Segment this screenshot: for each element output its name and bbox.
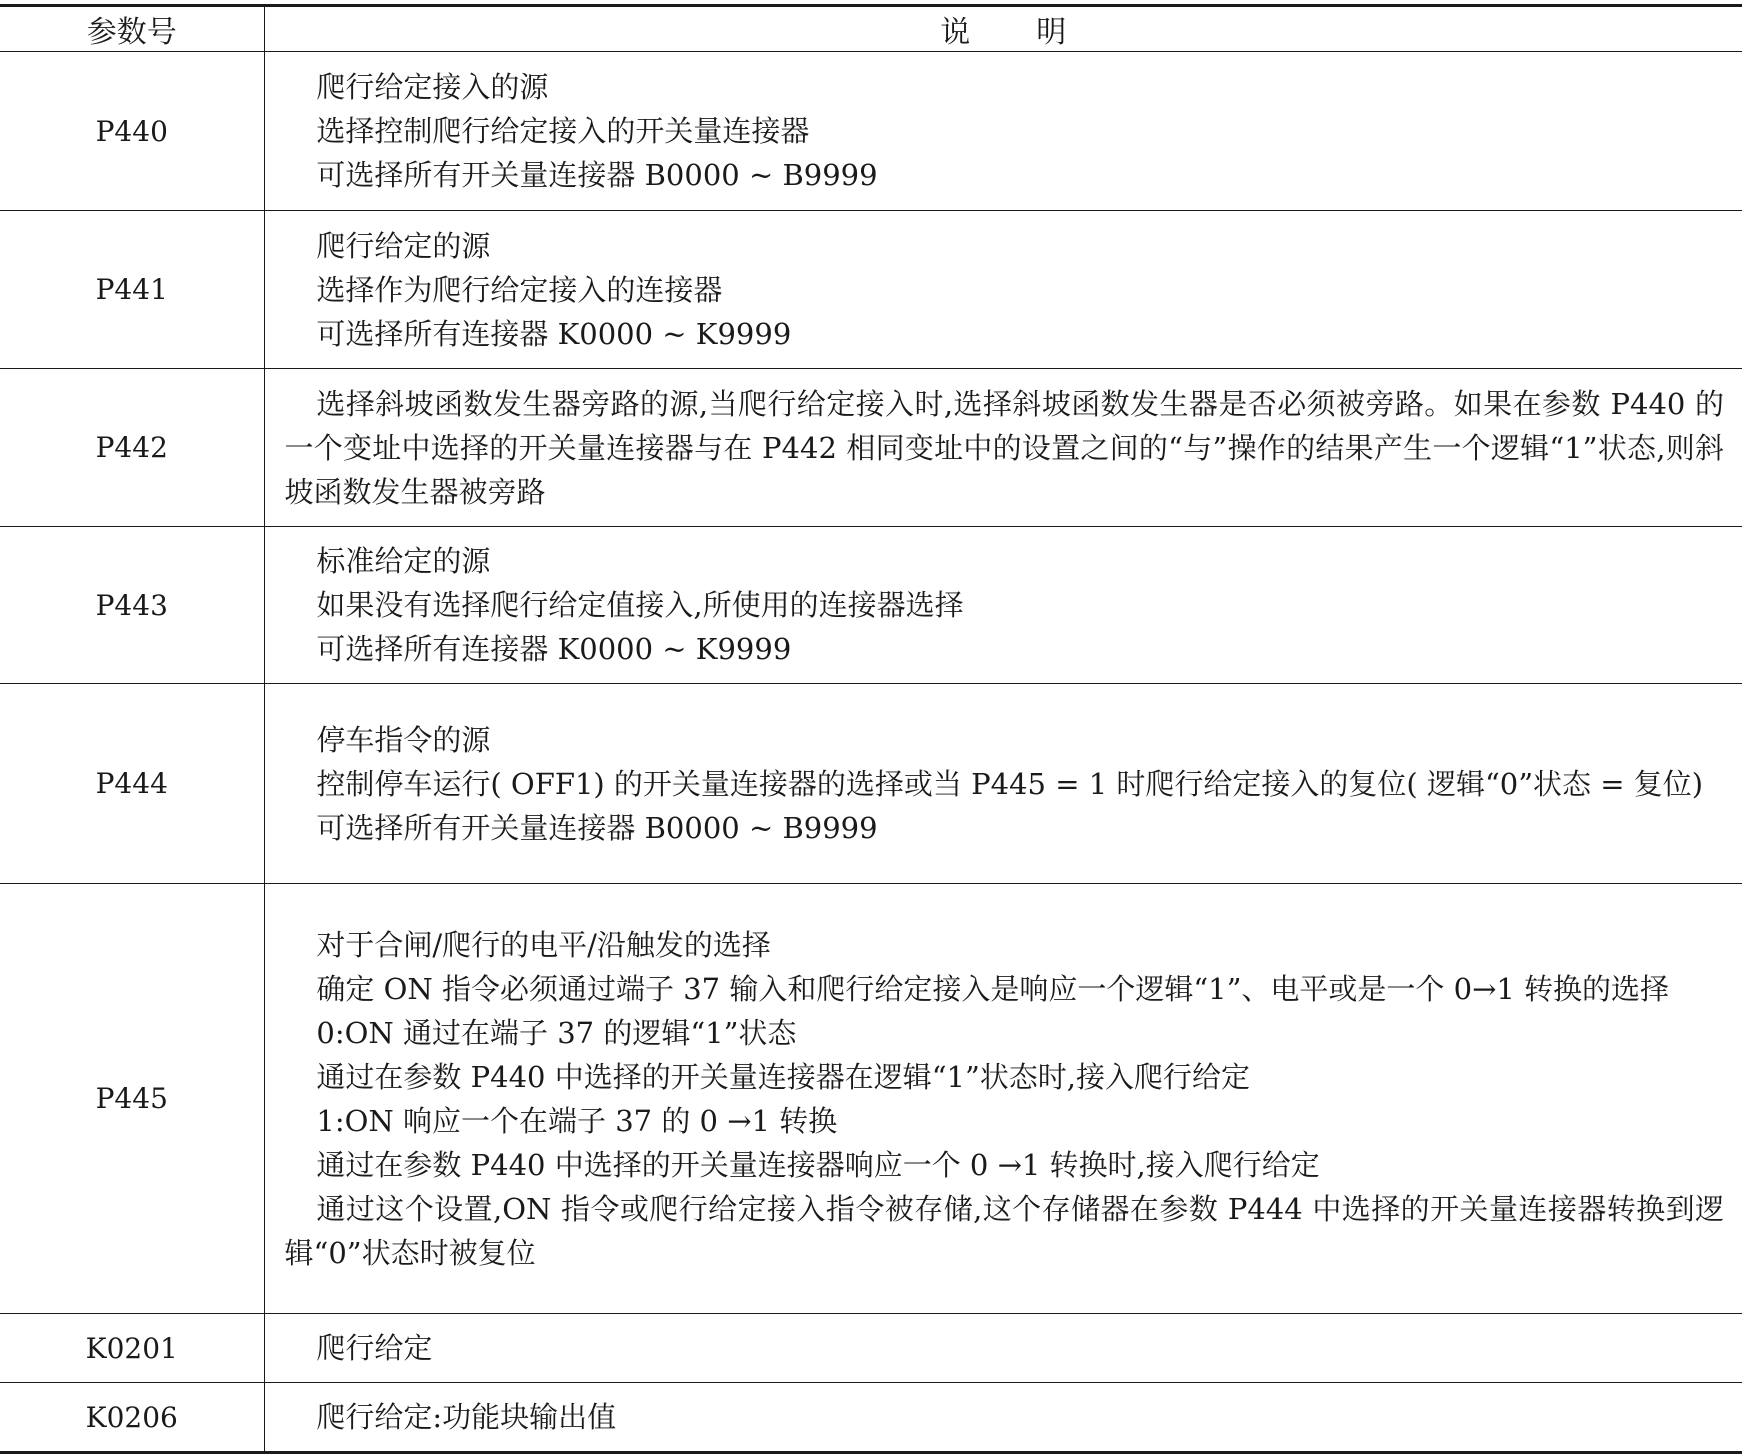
desc-line: 爬行给定 — [316, 1331, 433, 1365]
desc-line: 通过在参数 P440 中选择的开关量连接器响应一个 0 →1 转换时,接入爬行给定 — [316, 1147, 1320, 1182]
param-cell: P443 — [0, 527, 264, 684]
desc-cell — [264, 527, 1742, 684]
table-row — [0, 52, 1742, 211]
header-description — [264, 6, 1742, 52]
header-desc-char-2: 明 — [1036, 15, 1067, 50]
table-row — [0, 1314, 1742, 1383]
header-param-no: 参数号 — [0, 6, 264, 52]
table-row — [0, 1383, 1742, 1453]
desc-line: 可选择所有连接器 K0000 ~ K9999 — [316, 632, 792, 666]
desc-line: 标准给定的源 — [316, 544, 491, 578]
desc-line: 确定 ON 指令必须通过端子 37 输入和爬行给定接入是响应一个逻辑“1”、电平或是一个 0→1 转换的选择 — [316, 971, 1670, 1006]
table-header-row — [0, 6, 1742, 52]
table-row — [0, 884, 1742, 1314]
desc-line: 对于合闸/爬行的电平/沿触发的选择 — [316, 927, 771, 962]
desc-line: 停车指令的源 — [316, 722, 491, 757]
desc-line: 可选择所有开关量连接器 B0000 ~ B9999 — [316, 810, 878, 845]
desc-line: 选择斜坡函数发生器旁路的源,当爬行给定接入时,选择斜坡函数发生器是否必须被旁路。如果在参数 P440 的一个变址中选择的开关量连接器与在 P442 相同变址中的设置之间的“与”操作的结果产生一个逻辑“1”状态,则斜坡函数发生器被旁路 — [284, 386, 1724, 509]
desc-line: 1:ON 响应一个在端子 37 的 0 →1 转换 — [316, 1103, 838, 1138]
table-row — [0, 527, 1742, 684]
param-cell: K0206 — [0, 1383, 264, 1453]
desc-line: 通过这个设置,ON 指令或爬行给定接入指令被存储,这个存储器在参数 P444 中选择的开关量连接器转换到逻辑“0”状态时被复位 — [284, 1191, 1724, 1270]
desc-line: 可选择所有连接器 K0000 ~ K9999 — [316, 316, 792, 351]
parameter-table — [0, 4, 1742, 1454]
table-row — [0, 684, 1742, 884]
desc-cell — [264, 369, 1742, 527]
desc-line: 选择控制爬行给定接入的开关量连接器 — [316, 114, 810, 148]
desc-cell — [264, 52, 1742, 211]
desc-line: 爬行给定接入的源 — [316, 70, 549, 104]
header-desc-char-1: 说 — [940, 15, 971, 50]
desc-cell — [264, 684, 1742, 884]
param-cell: P442 — [0, 369, 264, 527]
table-row — [0, 211, 1742, 369]
desc-cell — [264, 211, 1742, 369]
desc-line: 控制停车运行( OFF1) 的开关量连接器的选择或当 P445 = 1 时爬行给定接入的复位( 逻辑“0”状态 = 复位) — [316, 766, 1704, 801]
desc-cell — [264, 884, 1742, 1314]
desc-line: 如果没有选择爬行给定值接入,所使用的连接器选择 — [316, 588, 964, 622]
desc-cell — [264, 1314, 1742, 1383]
param-cell: P441 — [0, 211, 264, 369]
param-cell: P444 — [0, 684, 264, 884]
desc-line: 可选择所有开关量连接器 B0000 ~ B9999 — [316, 158, 878, 192]
param-cell: K0201 — [0, 1314, 264, 1383]
desc-line: 爬行给定:功能块输出值 — [316, 1400, 617, 1434]
desc-line: 选择作为爬行给定接入的连接器 — [316, 272, 723, 307]
table-row — [0, 369, 1742, 527]
desc-line: 通过在参数 P440 中选择的开关量连接器在逻辑“1”状态时,接入爬行给定 — [316, 1059, 1251, 1094]
param-cell: P440 — [0, 52, 264, 211]
desc-line: 0:ON 通过在端子 37 的逻辑“1”状态 — [316, 1015, 797, 1050]
param-cell: P445 — [0, 884, 264, 1314]
desc-cell — [264, 1383, 1742, 1453]
desc-line: 爬行给定的源 — [316, 228, 491, 263]
